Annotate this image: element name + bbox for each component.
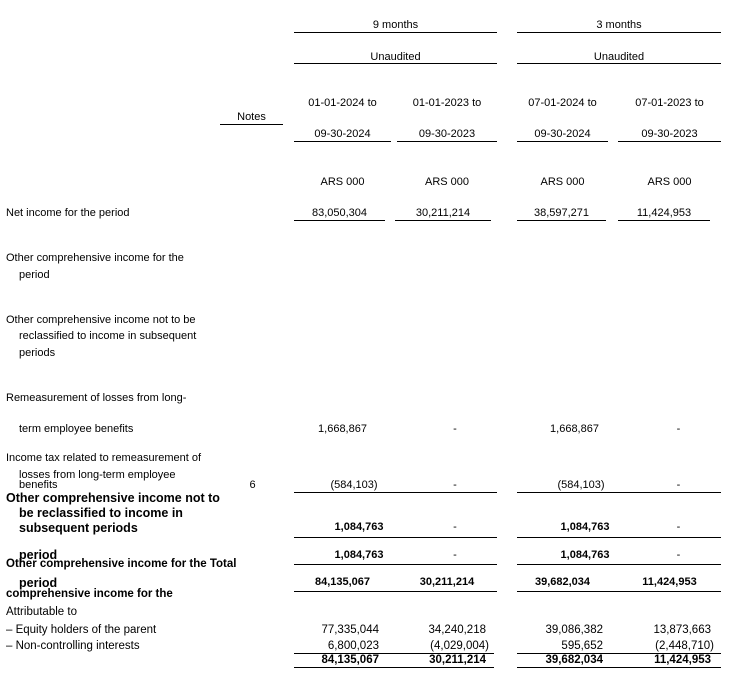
- col-2-to: 09-30-2023: [418, 128, 476, 140]
- row-label-total-ci-overlap: comprehensive income for the: [6, 588, 173, 600]
- value-cell: 34,240,218: [428, 624, 486, 636]
- value-cell: 11,424,953: [636, 207, 692, 219]
- row-label-oci-period: period: [19, 548, 58, 562]
- value-cell: 30,211,214: [429, 654, 486, 666]
- subtotal-rule: [517, 492, 721, 493]
- total-rule: [294, 667, 494, 668]
- value-cell: 1,084,763: [560, 549, 610, 561]
- value-cell: 30,211,214: [419, 576, 475, 588]
- total-rule: [618, 220, 710, 221]
- value-cell: 83,050,304: [311, 207, 368, 219]
- total-rule: [294, 591, 497, 592]
- col-3-to: 09-30-2024: [534, 128, 591, 140]
- value-cell: 84,135,067: [321, 654, 379, 666]
- row-label-non-controlling: – Non-controlling interests: [6, 640, 140, 652]
- col-3-from: 07-01-2024 to: [528, 97, 597, 109]
- value-cell: 13,873,663: [653, 624, 711, 636]
- value-cell: -: [453, 549, 457, 561]
- row-label-remeasurement-1: Remeasurement of losses from long-: [6, 392, 187, 404]
- value-cell: 1,084,763: [334, 549, 384, 561]
- col-1-unit: ARS 000: [320, 176, 365, 188]
- header-rule: [517, 32, 721, 33]
- row-label-income-tax-1: Income tax related to remeasurement of: [6, 452, 202, 464]
- header-rule: [220, 124, 283, 125]
- total-rule: [517, 220, 606, 221]
- col-1-to: 09-30-2024: [314, 128, 371, 140]
- value-cell: 39,086,382: [545, 624, 603, 636]
- row-label-net-income: Net income for the period: [6, 207, 130, 219]
- header-unaudited-9m: Unaudited: [370, 51, 421, 63]
- col-1-from: 01-01-2024 to: [308, 97, 377, 109]
- value-cell: 595,652: [561, 640, 603, 652]
- row-label-total-ci: period: [19, 576, 58, 590]
- header-rule: [618, 141, 721, 142]
- value-cell: 11,424,953: [654, 654, 711, 666]
- row-label-oci-not-reclass-2: reclassified to income in subsequent: [19, 330, 197, 342]
- header-rule: [294, 63, 497, 64]
- col-2-from: 01-01-2023 to: [412, 97, 482, 109]
- value-cell: -: [453, 479, 457, 491]
- value-cell: -: [676, 423, 681, 435]
- value-cell: 84,135,067: [314, 576, 371, 588]
- row-label-oci-subtotal-1: Other comprehensive income not to: [6, 491, 220, 505]
- header-rule: [294, 141, 391, 142]
- subtotal-rule: [517, 564, 721, 565]
- row-label-equity-holders: – Equity holders of the parent: [6, 624, 157, 636]
- header-rule: [397, 141, 497, 142]
- row-label-income-tax-2: losses from long-term employee: [19, 469, 176, 481]
- col-2-unit: ARS 000: [424, 176, 470, 188]
- note-ref: 6: [249, 479, 256, 491]
- row-label-attributable: Attributable to: [6, 606, 77, 618]
- value-cell: (2,448,710): [655, 640, 714, 652]
- col-4-from: 07-01-2023 to: [635, 97, 704, 109]
- notes-header: Notes: [237, 111, 266, 123]
- value-cell: -: [453, 521, 457, 533]
- value-cell: 39,682,034: [534, 576, 591, 588]
- total-rule: [517, 591, 721, 592]
- value-cell: -: [676, 521, 681, 533]
- value-cell: 1,668,867: [318, 423, 367, 435]
- header-unaudited-3m: Unaudited: [593, 51, 645, 63]
- value-cell: (584,103): [557, 479, 605, 491]
- row-label-oci-not-reclass-3: periods: [19, 347, 56, 359]
- row-label-oci-period-overlap: Other comprehensive income for the Total: [6, 558, 237, 570]
- value-cell: 11,424,953: [642, 576, 697, 588]
- col-4-unit: ARS 000: [647, 176, 692, 188]
- value-cell: 30,211,214: [415, 207, 471, 219]
- value-cell: 1,084,763: [560, 521, 610, 533]
- row-label-oci-subtotal-2: be reclassified to income in: [19, 506, 183, 520]
- value-cell: 38,597,271: [533, 207, 590, 219]
- value-cell: 1,084,763: [334, 521, 384, 533]
- total-rule: [517, 667, 721, 668]
- subtotal-rule: [294, 564, 497, 565]
- header-rule: [517, 141, 608, 142]
- row-label-income-tax-3: benefits: [19, 479, 58, 491]
- header-group-9-months: 9 months: [372, 19, 419, 31]
- value-cell: 6,800,023: [327, 640, 379, 652]
- value-cell: -: [676, 549, 681, 561]
- header-rule: [294, 32, 497, 33]
- value-cell: (4,029,004): [430, 640, 489, 652]
- subtotal-rule: [294, 492, 497, 493]
- header-rule: [517, 63, 721, 64]
- subtotal-rule: [517, 537, 721, 538]
- row-label-oci-subtotal-3: subsequent periods: [19, 521, 138, 535]
- col-4-to: 09-30-2023: [641, 128, 698, 140]
- value-cell: -: [453, 423, 457, 435]
- value-cell: (584,103): [330, 479, 378, 491]
- header-group-3-months: 3 months: [596, 19, 642, 31]
- value-cell: 77,335,044: [321, 624, 379, 636]
- total-rule: [294, 220, 385, 221]
- value-cell: 1,668,867: [550, 423, 599, 435]
- col-3-unit: ARS 000: [540, 176, 585, 188]
- row-label-oci-heading-1: Other comprehensive income for the: [6, 252, 184, 264]
- row-label-oci-not-reclass-1: Other comprehensive income not to be: [6, 314, 196, 326]
- total-rule: [395, 220, 491, 221]
- row-label-oci-heading-2: period: [19, 269, 50, 281]
- value-cell: -: [676, 479, 681, 491]
- value-cell: 39,682,034: [545, 654, 603, 666]
- row-label-remeasurement-2: term employee benefits: [19, 423, 134, 435]
- subtotal-rule: [294, 537, 497, 538]
